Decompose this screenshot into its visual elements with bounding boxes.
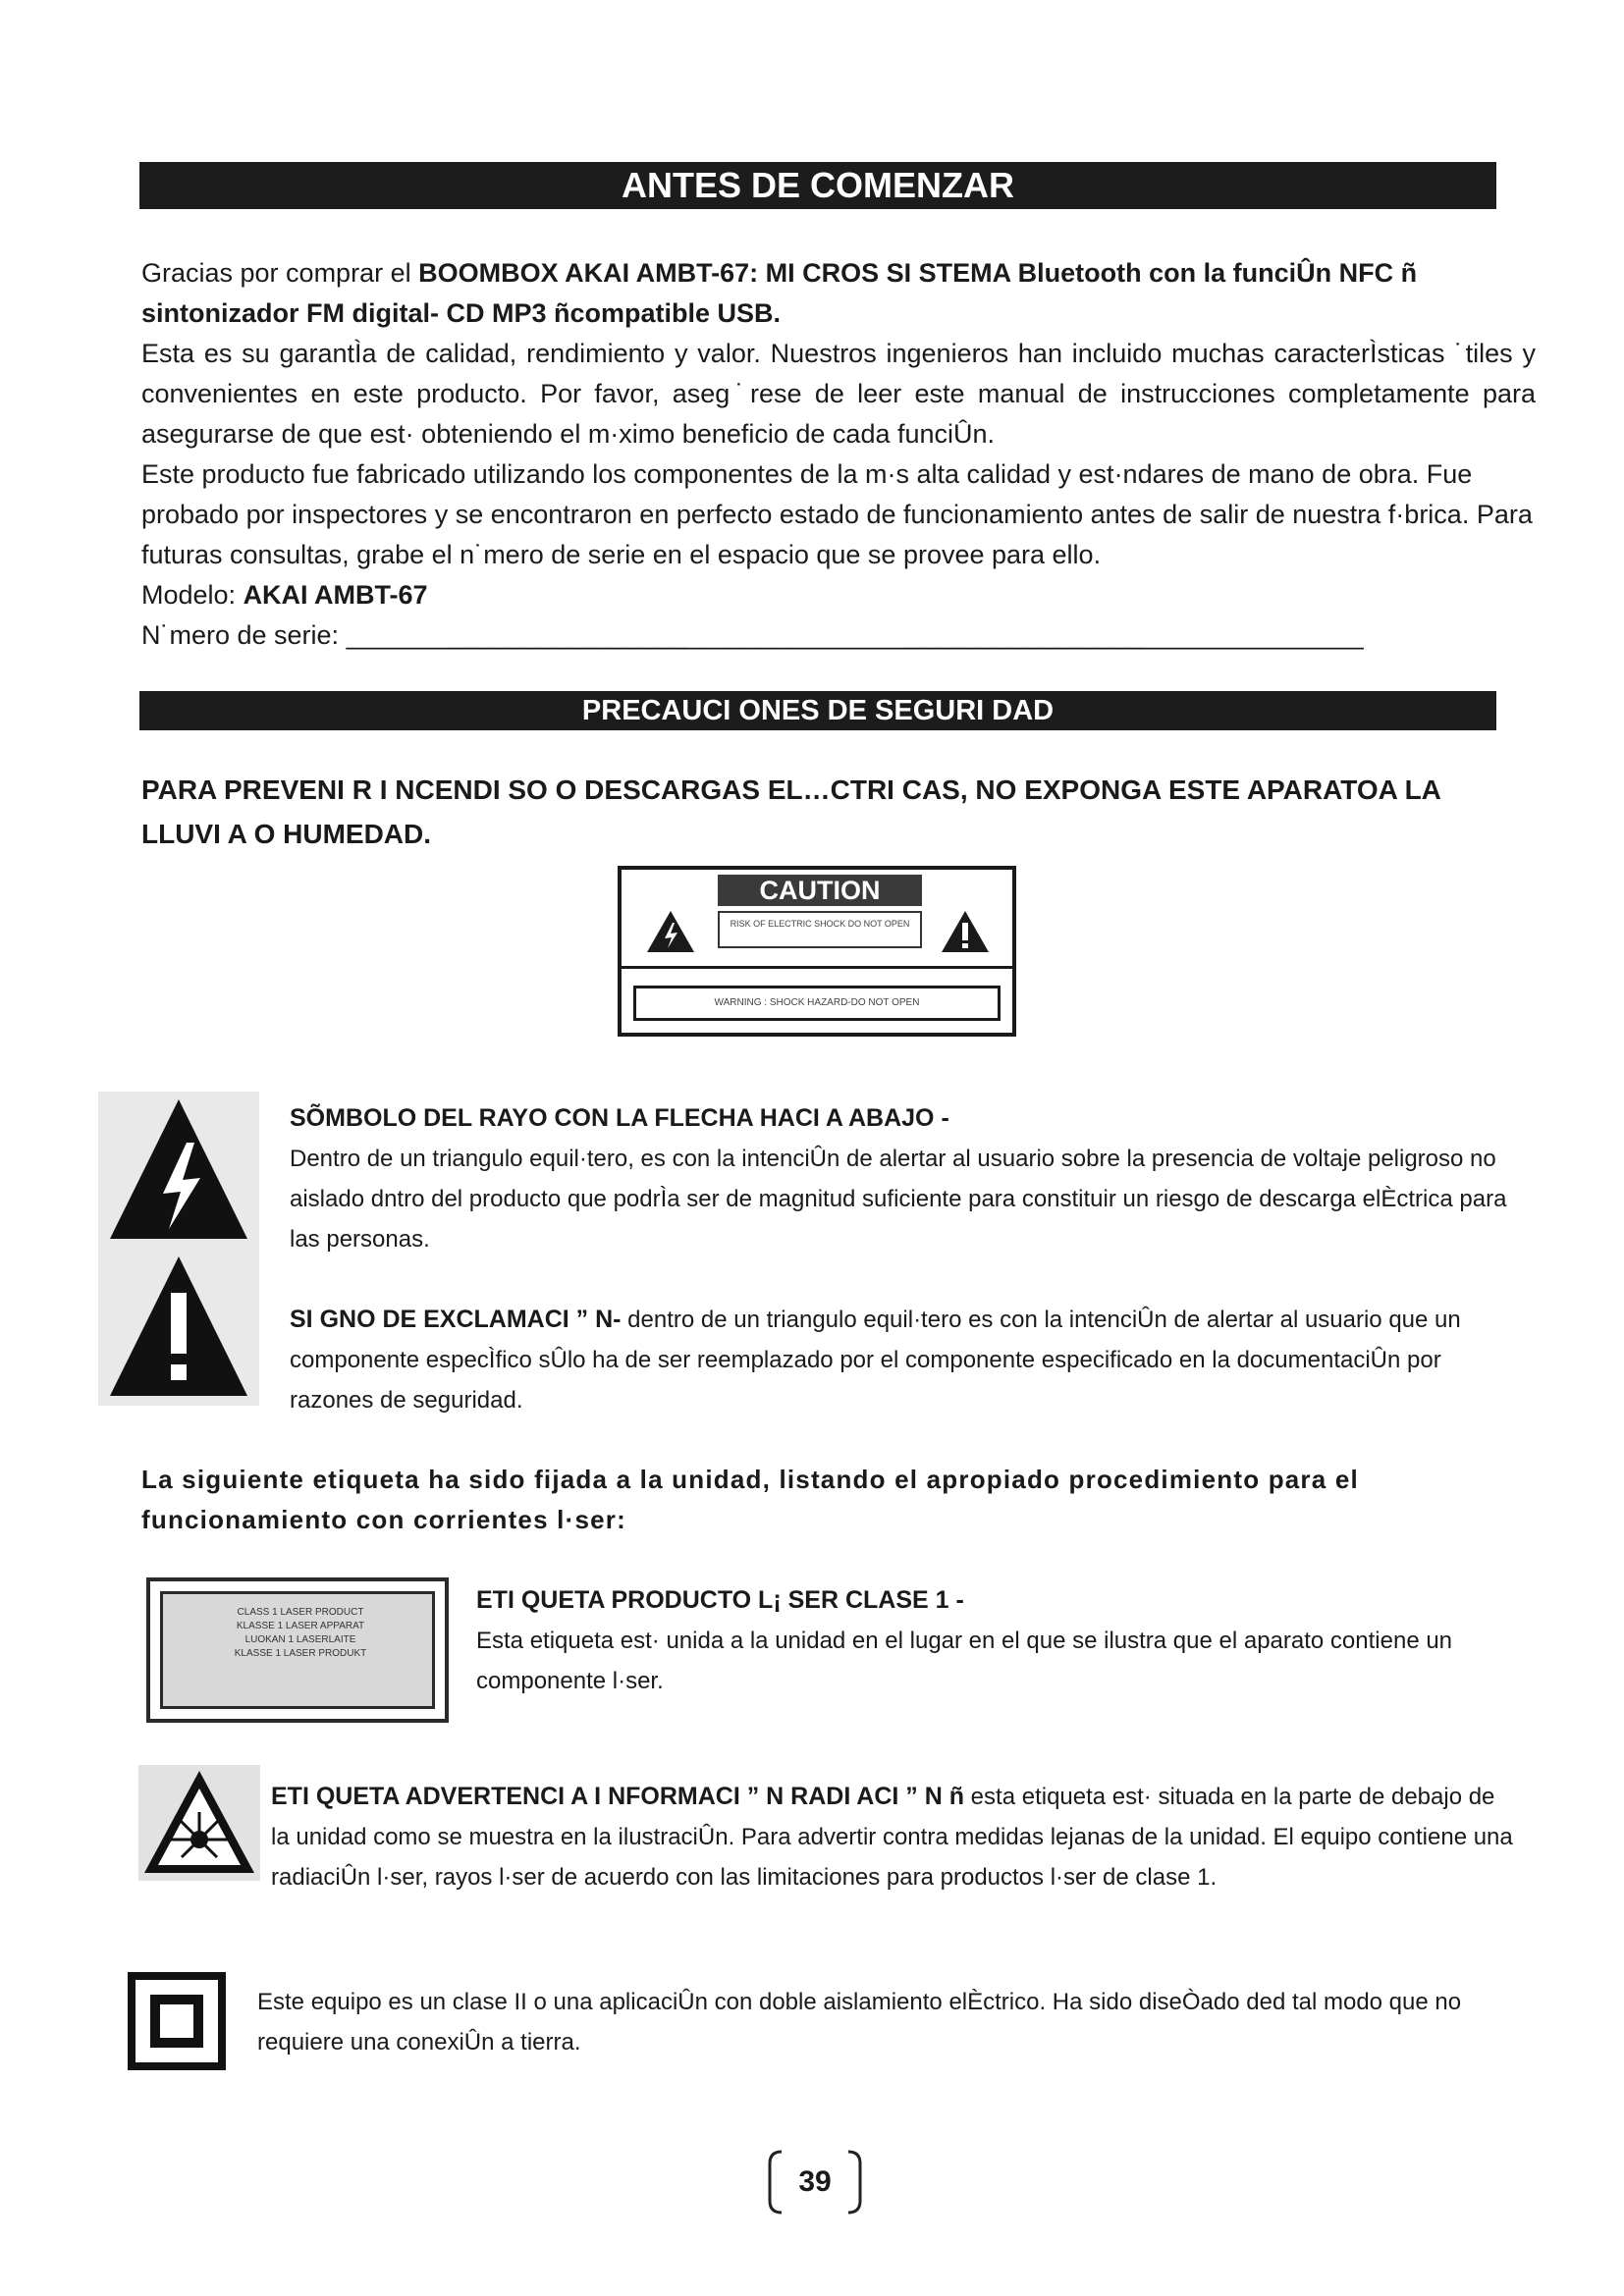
class1-laser-description bbox=[476, 1580, 1517, 1701]
laser-radiation-description bbox=[271, 1777, 1518, 1897]
intro-prefix: Gracias por comprar el bbox=[141, 258, 419, 288]
model-value: AKAI AMBT-67 bbox=[243, 580, 428, 610]
laser-label-intro: La siguiente etiqueta ha sido fijada a la unidad, listando el apropiado procedimiento para el funcionamiento con corrientes l·ser: bbox=[141, 1465, 1359, 1534]
fire-shock-warning: PARA PREVENI R I NCENDI SO O DESCARGAS EL…CTRI CAS, NO EXPONGA ESTE APARATOA LA LLUVI A O HUMEDAD. bbox=[141, 774, 1440, 849]
laser-radiation-title: ETI QUETA ADVERTENCI A I NFORMACI ” N RADI ACI ” N ñ bbox=[271, 1783, 965, 1810]
page-number: 39 bbox=[798, 2165, 832, 2198]
class1-laser-title: ETI QUETA PRODUCTO L¡ SER CLASE 1 - bbox=[476, 1586, 964, 1614]
intro-product-name: BOOMBOX AKAI AMBT-67: MI CROS SI STEMA Bluetooth con la funciÛn NFC ñ sintonizador FM digital- CD MP3 ñcompatible USB. bbox=[141, 258, 1418, 328]
caution-label-image bbox=[618, 866, 1016, 1037]
serial-line: _____________________________________________________________________ bbox=[346, 620, 1364, 650]
caution-warning-strip: WARNING : SHOCK HAZARD-DO NOT OPEN bbox=[633, 986, 1001, 1021]
safety-symbols-icon bbox=[98, 1092, 259, 1406]
exclamation-symbol-description bbox=[290, 1300, 1517, 1420]
class2-double-insulation-icon bbox=[128, 1972, 226, 2070]
caution-subtext: RISK OF ELECTRIC SHOCK DO NOT OPEN bbox=[718, 911, 922, 948]
lightning-symbol-description bbox=[290, 1098, 1517, 1259]
lightning-triangle-icon bbox=[645, 909, 696, 954]
lightning-symbol-text: Dentro de un triangulo equil·tero, es con la intenciÛn de alertar al usuario sobre la presencia de voltaje peligroso no aislado dntro del producto que podrÌa ser de magnitud suficiente para constituir un riesgo de descarga elÈctrica para las personas. bbox=[290, 1146, 1507, 1253]
section-title-antes-de-comenzar: ANTES DE COMENZAR bbox=[139, 162, 1496, 209]
caution-divider bbox=[622, 966, 1012, 969]
lightning-symbol-title: SÕMBOLO DEL RAYO CON LA FLECHA HACI A ABAJO - bbox=[290, 1104, 949, 1132]
intro-paragraph-1: Esta es su garantÌa de calidad, rendimiento y valor. Nuestros ingenieros han incluido muchas caracterÌsticas ˙tiles y convenientes en este producto. Por favor, aseg˙rese de leer este manual de instrucciones completamente para asegurarse de que est· obteniendo el m·ximo beneficio de cada funciÛn. bbox=[141, 339, 1536, 449]
caution-heading: CAUTION bbox=[718, 875, 922, 906]
serial-label: N˙mero de serie: bbox=[141, 620, 347, 650]
class1-laser-label-image bbox=[146, 1577, 449, 1723]
exclamation-symbol-text: dentro de un triangulo equil·tero es con la intenciÛn de alertar al usuario que un componente especÌfico sÛlo ha de ser reemplazado por el componente especificado en la documentaciÛn por razones de seguridad. bbox=[290, 1307, 1461, 1414]
laser-label-text: CLASS 1 LASER PRODUCT KLASSE 1 LASER APPARAT LUOKAN 1 LASERLAITE KLASSE 1 LASER PRODUKT bbox=[234, 1607, 367, 1659]
laser-radiation-text: esta etiqueta est· situada en la parte de debajo de la unidad como se muestra en la ilustraciÛn. Para advertir contra medidas lejanas de la unidad. El equipo contiene una radiaciÛn l·ser, rayos l·ser de acuerdo con las limitaciones para productos l·ser de clase 1. bbox=[271, 1784, 1513, 1891]
exclamation-triangle-icon bbox=[940, 909, 991, 954]
model-label: Modelo: bbox=[141, 580, 244, 610]
intro-block bbox=[141, 253, 1536, 656]
exclamation-symbol-title: SI GNO DE EXCLAMACI ” N- bbox=[290, 1306, 622, 1333]
laser-radiation-warning-icon bbox=[138, 1765, 260, 1881]
intro-paragraph-2: Este producto fue fabricado utilizando los componentes de la m·s alta calidad y est·ndares de mano de obra. Fue probado por inspectores y se encontraron en perfecto estado de funcionamiento antes de salir de nuestra f·brica. Para futuras consultas, grabe el n˙mero de serie en el espacio que se provee para ello. bbox=[141, 459, 1533, 569]
class1-laser-text: Esta etiqueta est· unida a la unidad en el lugar en el que se ilustra que el aparato contiene un componente l·ser. bbox=[476, 1628, 1453, 1694]
class2-description: Este equipo es un clase II o una aplicaciÛn con doble aislamiento elÈctrico. Ha sido diseÒado ded tal modo que no requiere una conexiÛn a tierra. bbox=[257, 1989, 1462, 2056]
section-title-precauciones: PRECAUCI ONES DE SEGURI DAD bbox=[139, 691, 1496, 730]
